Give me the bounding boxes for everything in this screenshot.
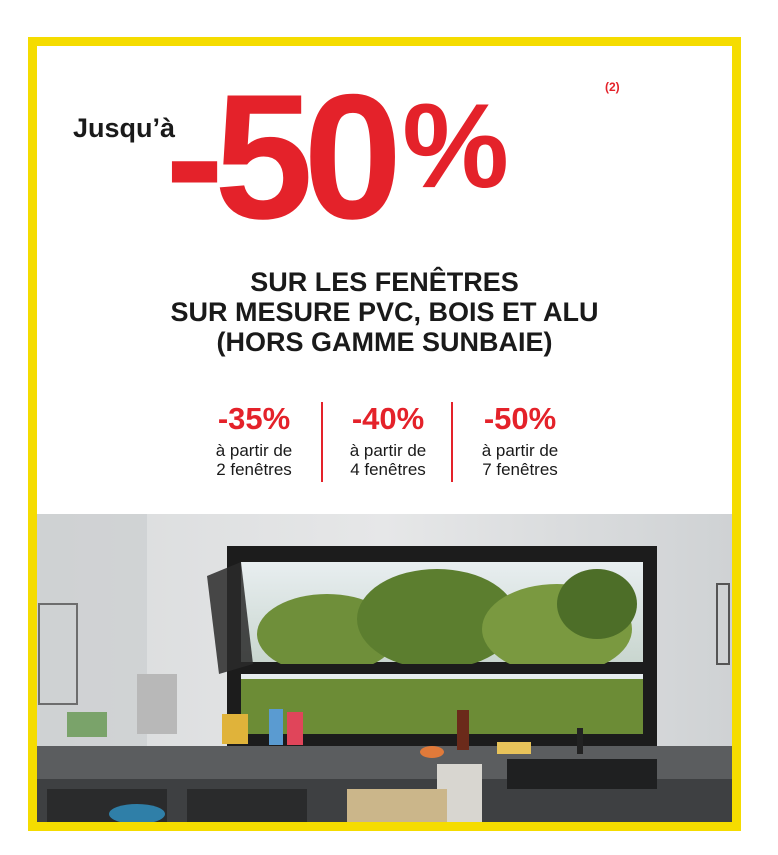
tier-condition-line-2: 4 fenêtres — [350, 460, 426, 479]
tier-condition-line-2: 7 fenêtres — [482, 460, 558, 479]
headline-line-3: (HORS GAMME SUNBAIE) — [216, 327, 553, 357]
headline-line-2: SUR MESURE PVC, BOIS ET ALU — [170, 297, 599, 327]
tier-2 — [323, 401, 453, 479]
tier-condition-line-1: à partir de — [481, 441, 559, 460]
tier-discount: -50% — [483, 401, 557, 436]
footnote-marker: (2) — [605, 80, 620, 94]
main-discount — [165, 57, 509, 256]
promo-prefix: Jusqu’à — [73, 113, 176, 143]
tier-condition-line-1: à partir de — [349, 441, 427, 460]
tier-discount: -40% — [351, 401, 425, 436]
tier-3 — [455, 401, 585, 479]
headline-line-1: SUR LES FENÊTRES — [250, 267, 519, 297]
tier-condition-line-2: 2 fenêtres — [216, 460, 292, 479]
promo-frame — [28, 37, 741, 831]
tier-separator — [451, 402, 453, 482]
main-discount-percent: % — [402, 79, 509, 213]
tier-discount: -35% — [217, 401, 291, 436]
tier-1 — [189, 401, 319, 479]
promo-headline — [37, 267, 732, 357]
tier-condition-line-1: à partir de — [215, 441, 293, 460]
kitchen-window-photo — [37, 514, 732, 831]
main-discount-value: -50 — [165, 57, 393, 256]
